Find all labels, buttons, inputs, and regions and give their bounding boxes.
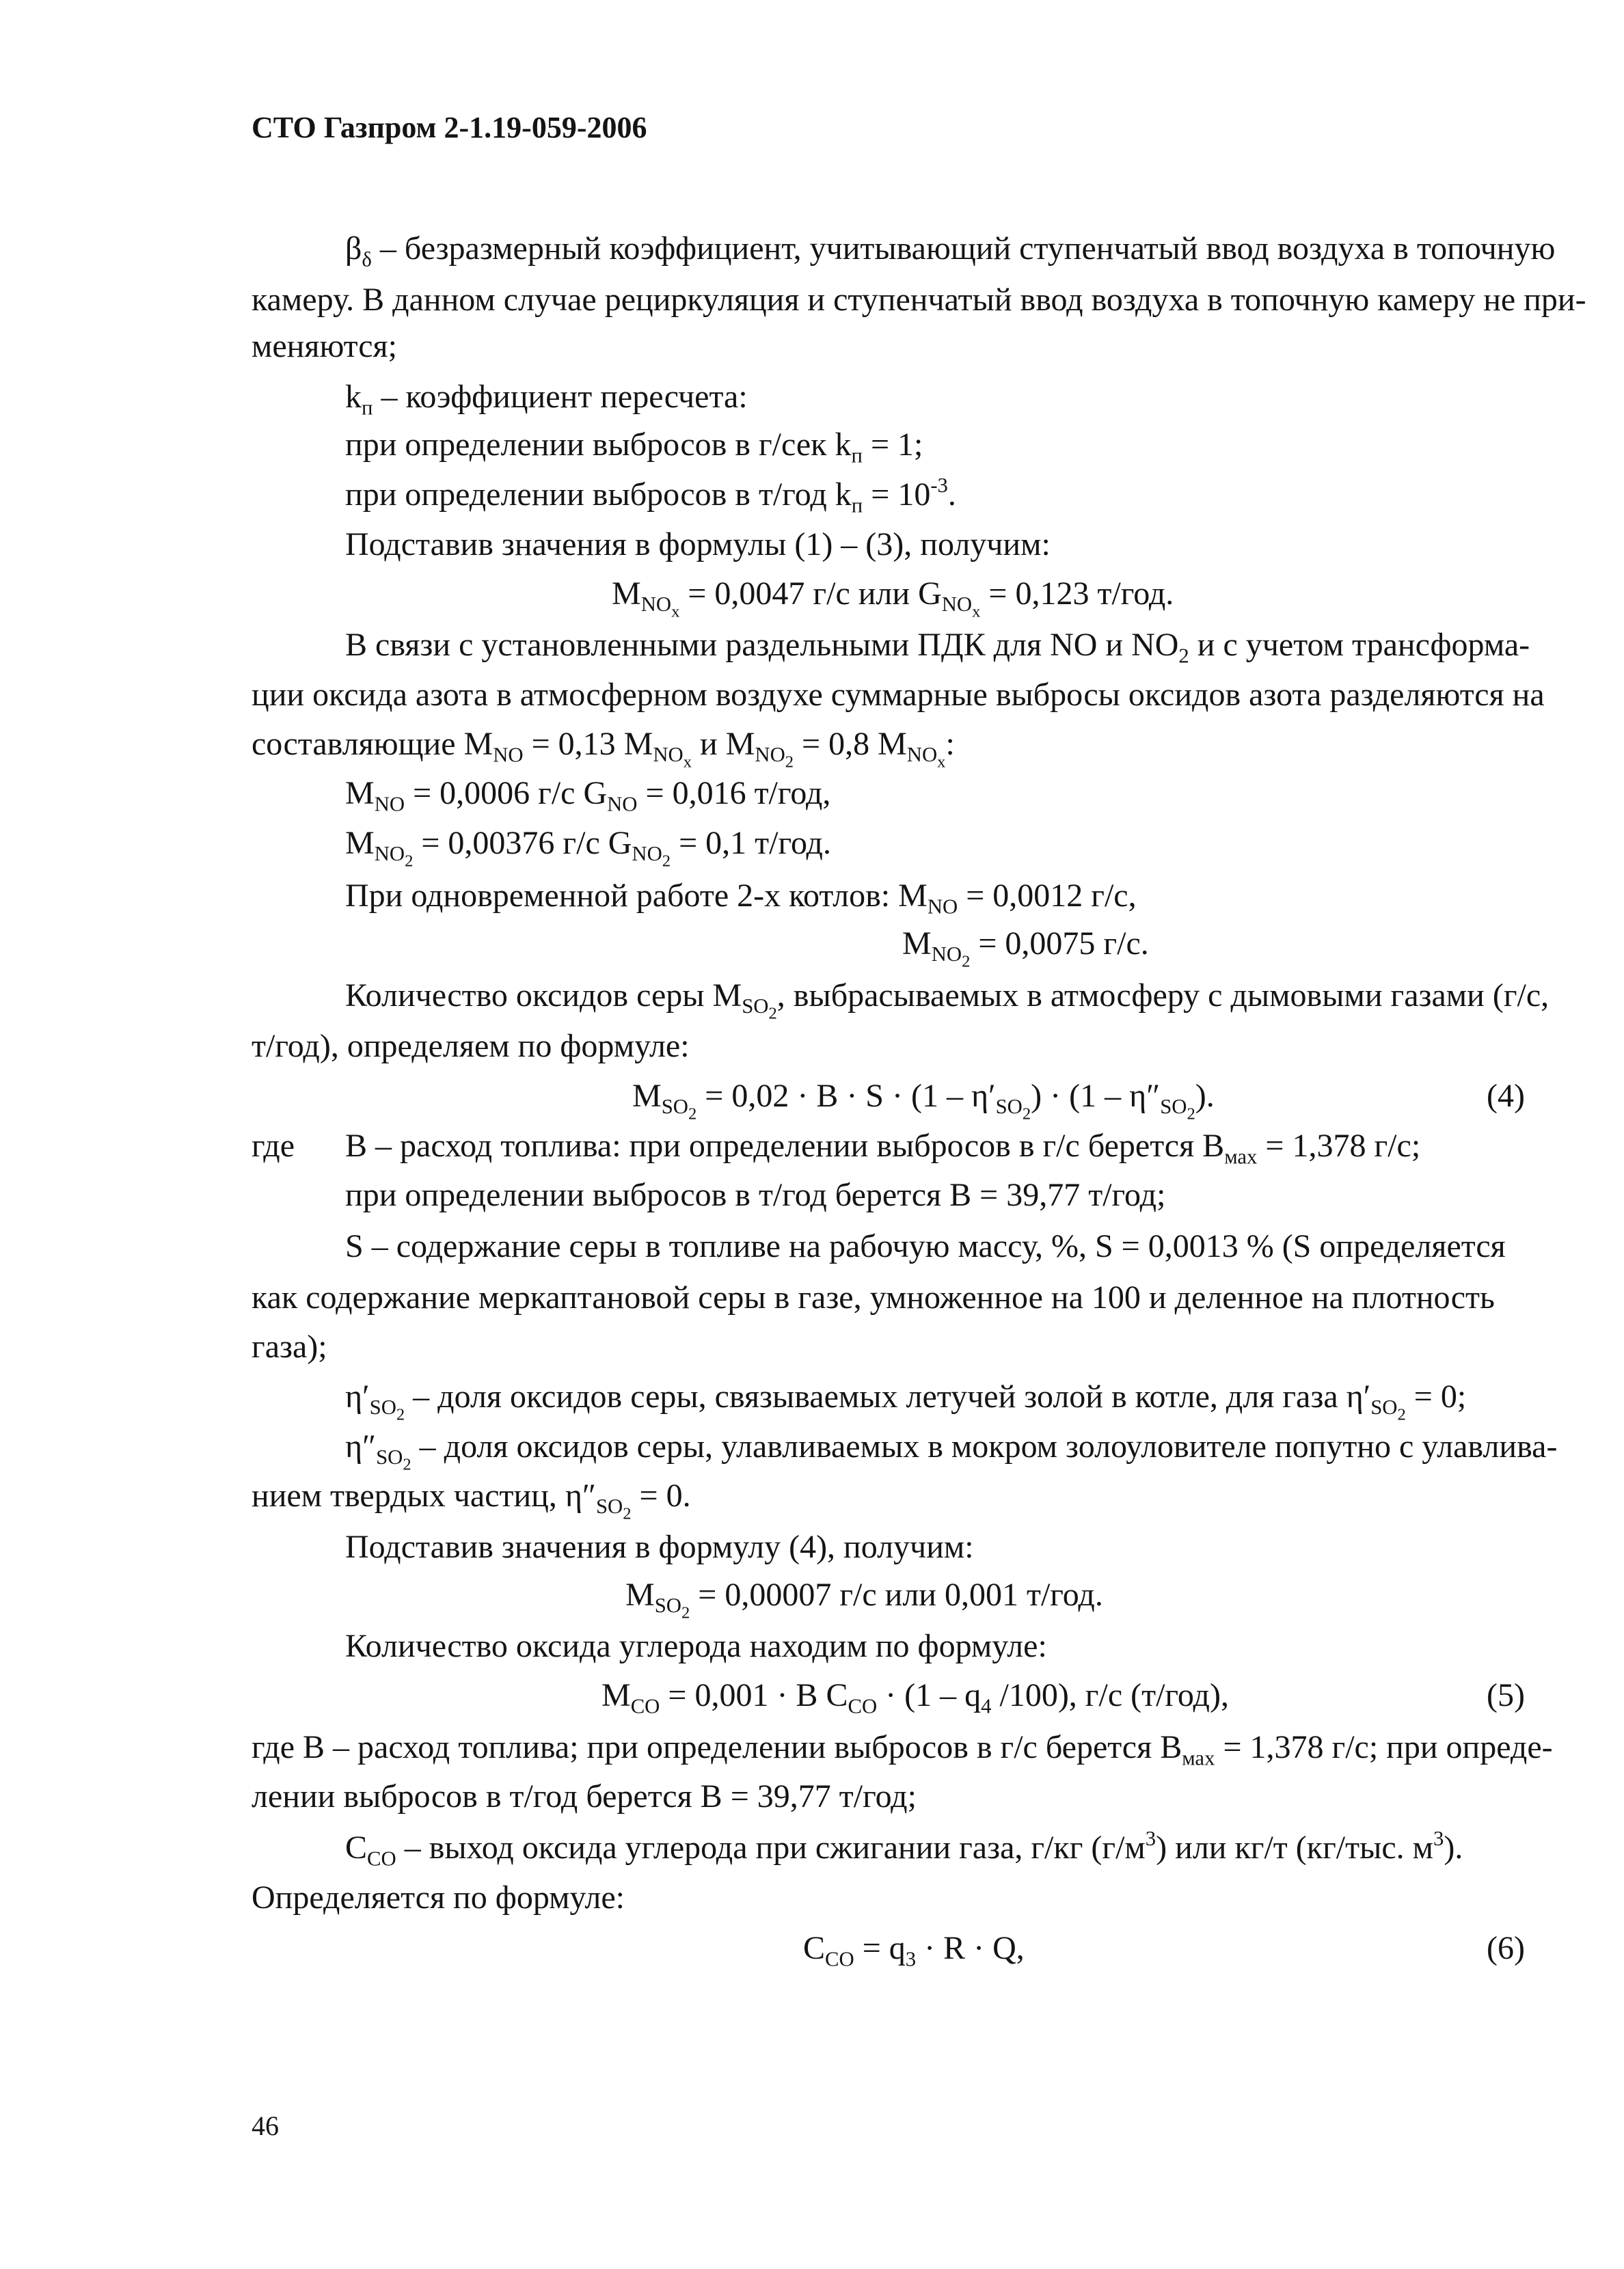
equation-number: (6) xyxy=(1487,1930,1525,1966)
text-line: $\beta_\delta$ – безразмерный коэффициент, учитывающий ступенчатый ввод воздуха в топочную xyxy=(345,230,1556,271)
formula-line: $M_{SO_2} = 0,02 \cdot B \cdot S \cdot (1 - \eta'_{SO_2}) \cdot (1 - \eta''_{SO_2})$. xyxy=(632,1078,1215,1124)
text-line: Количество оксидов серы $M_{SO_2}$, выбрасываемых в атмосферу с дымовыми газами (г/с, xyxy=(345,977,1549,1023)
text-line: где B – расход топлива; при определении выбросов в г/с берется $B_{мах} = 1,378$ г/с; при опреде- xyxy=(252,1729,1553,1770)
formula-line: $M_{NO} = 0,0006$ г/с $G_{NO} = 0,016$ т/год, xyxy=(345,775,831,816)
text-line: т/год), определяем по формуле: xyxy=(252,1028,690,1064)
text-line: как содержание меркаптановой серы в газе, умноженное на 100 и деленное на плотность xyxy=(252,1279,1495,1316)
text-line: В связи с установленными раздельными ПДК для NO и $NO_2$ и с учетом трансформа- xyxy=(345,627,1530,668)
document-header: СТО Газпром 2-1.19-059-2006 xyxy=(252,111,647,144)
formula-line: $M_{NO_2} = 0,0075$ г/с. xyxy=(902,925,1149,971)
formula-line: $C_{CO} = q_3 \cdot R \cdot Q$, xyxy=(803,1930,1025,1971)
equation-number: (5) xyxy=(1487,1677,1525,1713)
text-line: Подставив значения в формулу (4), получим: xyxy=(345,1529,974,1565)
page-number: 46 xyxy=(252,2110,279,2141)
formula-line: $M_{CO} = 0,001 \cdot B$ $C_{CO} \cdot (1 - q_4$ /100), г/с (т/год), xyxy=(601,1677,1229,1718)
text-line: ции оксида азота в атмосферном воздухе суммарные выбросы оксидов азота разделяются на xyxy=(252,677,1545,713)
text-line: Количество оксида углерода находим по формуле: xyxy=(345,1628,1047,1664)
text-line: лении выбросов в т/год берется B = 39,77 т/год; xyxy=(252,1778,917,1815)
text-line: Подставив значения в формулы (1) – (3), получим: xyxy=(345,526,1051,562)
text-line: газа); xyxy=(252,1329,327,1365)
text-line: S – содержание серы в топливе на рабочую массу, %, S = 0,0013 % (S определяется xyxy=(345,1228,1506,1264)
text-line: $\eta'_{SO_2}$ – доля оксидов серы, связываемых летучей золой в котле, для газа $\eta'_{SO_2} = 0$; xyxy=(345,1378,1467,1424)
text-line: $k_п$ – коэффициент пересчета: xyxy=(345,379,748,420)
text-line: при определении выбросов в г/сек $k_п = 1$; xyxy=(345,426,923,467)
formula-line: $M_{SO_2} = 0,00007$ г/с или 0,001 т/год. xyxy=(625,1577,1103,1622)
text-line: где xyxy=(252,1128,295,1164)
text-line: $\eta''_{SO_2}$ – доля оксидов серы, улавливаемых в мокром золоуловителе попутно с улавлива- xyxy=(345,1428,1558,1474)
equation-number: (4) xyxy=(1487,1078,1525,1114)
text-line: При одновременной работе 2-х котлов: $M_{NO} = 0,0012$ г/с, xyxy=(345,878,1137,919)
formula-line: $M_{NO_x} = 0,0047$ г/с или $G_{NO_x} = 0,123$ т/год. xyxy=(612,575,1174,621)
text-line: составляющие $M_{NO} = 0,13$ $M_{NO_x}$ и $M_{NO_2} = 0,8$ $M_{NO_x}$: xyxy=(252,726,955,772)
text-line: при определении выбросов в т/год берется B = 39,77 т/год; xyxy=(345,1177,1166,1213)
text-line: камеру. В данном случае рециркуляция и ступенчатый ввод воздуха в топочную камеру не при- xyxy=(252,282,1586,318)
formula-line: $M_{NO_2} = 0,00376$ г/с $G_{NO_2} = 0,1$ т/год. xyxy=(345,825,831,871)
text-line: $C_{CO}$ – выход оксида углерода при сжигании газа, г/кг $(г/м^3)$ или кг/т (кг/тыс. $м^3$). xyxy=(345,1826,1463,1871)
text-line: Определяется по формуле: xyxy=(252,1879,625,1916)
text-line: при определении выбросов в т/год $k_п = 10^{-3}$. xyxy=(345,473,956,517)
text-line: меняются; xyxy=(252,328,397,364)
text-line: B – расход топлива: при определении выбросов в г/с берется $B_{мах} = 1,378$ г/с; xyxy=(345,1128,1421,1169)
text-line: нием твердых частиц, $\eta''_{SO_2} = 0$. xyxy=(252,1478,691,1523)
